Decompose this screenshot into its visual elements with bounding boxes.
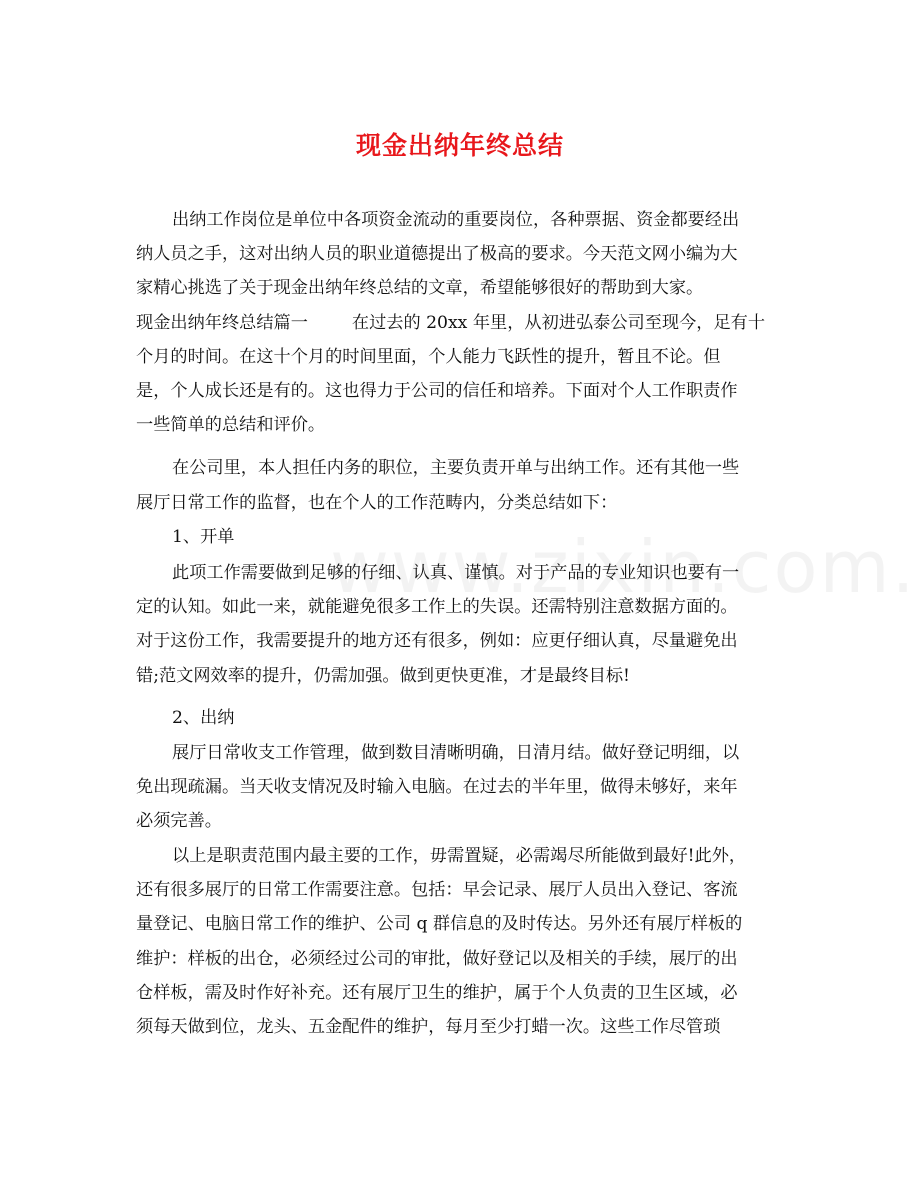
subheading-cashier: 2、出纳 <box>172 708 235 728</box>
text-line: 展厅日常工作的监督，也在个人的工作范畴内，分类总结如下： <box>136 493 618 513</box>
text-line: 个月的时间。在这十个月的时间里面，个人能力飞跃性的提升，暂且不论。但 <box>136 347 721 367</box>
text-line: 还有很多展厅的日常工作需要注意。包括：早会记录、展厅人员出入登记、客流 <box>136 880 738 900</box>
text-span: 在过去的 20xx 年里，从初进弘泰公司至现今，足有十 <box>351 313 766 333</box>
text-line: 展厅日常收支工作管理，做到数目清晰明确，日清月结。做好登记明细，以 <box>172 743 740 763</box>
text-line: 家精心挑选了关于现金出纳年终总结的文章，希望能够很好的帮助到大家。 <box>136 278 704 298</box>
text-line: 出纳工作岗位是单位中各项资金流动的重要岗位，各种票据、资金都要经出 <box>172 210 740 230</box>
text-line: 错;范文网效率的提升，仍需加强。做到更快更准，才是最终目标! <box>136 666 630 686</box>
text-line: 一些简单的总结和评价。 <box>136 415 326 435</box>
text-line: 仓样板，需及时作好补充。还有展厅卫生的维护，属于个人负责的卫生区域，必 <box>136 983 738 1003</box>
text-line: 在公司里，本人担任内务的职位，主要负责开单与出纳工作。还有其他一些 <box>172 458 740 478</box>
text-line <box>136 308 786 338</box>
document-title: 现金出纳年终总结 <box>355 131 564 160</box>
text-line: 纳人员之手，这对出纳人员的职业道德提出了极高的要求。今天范文网小编为大 <box>136 244 738 264</box>
text-line: 量登记、电脑日常工作的维护、公司 q 群信息的及时传达。另外还有展厅样板的 <box>136 914 743 934</box>
text-line: 须每天做到位，龙头、五金配件的维护，每月至少打蜡一次。这些工作尽管琐 <box>136 1017 721 1037</box>
text-line: 定的认知。如此一来，就能避免很多工作上的失误。还需特别注意数据方面的。 <box>136 597 738 617</box>
text-line: 是，个人成长还是有的。这也得力于公司的信任和培养。下面对个人工作职责作 <box>136 381 738 401</box>
subheading-billing: 1、开单 <box>172 527 235 547</box>
text-line: 此项工作需要做到足够的仔细、认真、谨慎。对于产品的专业知识也要有一 <box>172 563 740 583</box>
text-line: 以上是职责范围内最主要的工作，毋需置疑，必需竭尽所能做到最好!此外， <box>172 846 747 866</box>
text-line: 必须完善。 <box>136 811 222 831</box>
section-heading: 现金出纳年终总结篇一 <box>136 313 308 333</box>
text-line: 维护：样板的出仓，必须经过公司的审批，做好登记以及相关的手续，展厅的出 <box>136 949 738 969</box>
text-line: 对于这份工作，我需要提升的地方还有很多，例如：应更仔细认真，尽量避免出 <box>136 631 738 651</box>
text-line: 免出现疏漏。当天收支情况及时输入电脑。在过去的半年里，做得未够好，来年 <box>136 777 738 797</box>
